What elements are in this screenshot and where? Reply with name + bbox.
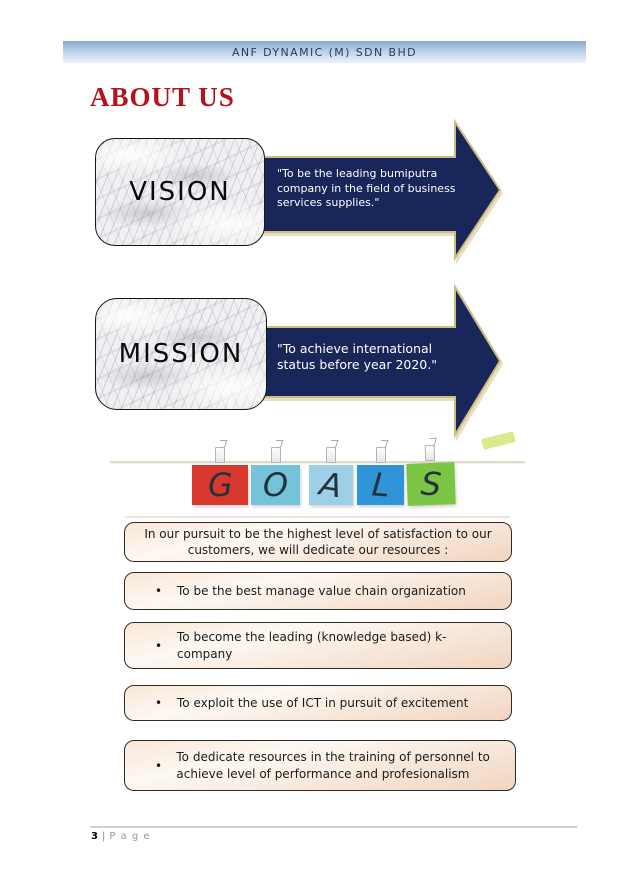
goal-item-box: [124, 740, 516, 791]
clothespin-clip-icon: [215, 447, 225, 463]
footer-separator: |: [101, 831, 106, 842]
clothespin-clip-icon: [376, 447, 386, 463]
card-corner-decoration: [481, 431, 516, 450]
goal-card-a: [309, 465, 353, 505]
clothespin-clip-icon: [271, 447, 281, 463]
bullet-icon: •: [155, 696, 163, 710]
goal-card-s: [406, 462, 455, 506]
goal-letter: G: [206, 465, 234, 505]
mission-card: [95, 298, 267, 410]
goal-item-text: To dedicate resources in the training of personnel to achieve level of performance and profesionalism: [176, 749, 490, 781]
clothespin-clip-icon: [326, 447, 336, 463]
goals-intro-box: [124, 522, 512, 562]
company-name: ANF DYNAMIC (M) SDN BHD: [231, 45, 418, 59]
goal-letter: S: [419, 464, 443, 504]
goal-item-text: To be the best manage value chain organization: [177, 583, 466, 598]
goals-intro-text: In our pursuit to be the highest level of satisfaction to our customers, we will dedicate our resources :: [144, 526, 492, 557]
goals-banner-image: [110, 432, 525, 520]
page-number: 3: [91, 831, 98, 842]
mission-statement: "To achieve international status before year 2020.": [277, 341, 437, 372]
footer: [91, 831, 151, 842]
goal-letter: L: [369, 465, 392, 505]
page-title: ABOUT US: [90, 82, 235, 112]
goal-item-box: [124, 685, 512, 721]
vision-statement: "To be the leading bumiputra company in the field of business services supplies.": [277, 167, 456, 210]
bullet-icon: •: [155, 584, 163, 598]
goal-item-text: To exploit the use of ICT in pursuit of excitement: [177, 695, 469, 710]
goal-item-text: To become the leading (knowledge based) k-company: [177, 629, 447, 661]
photo-edge-line: [125, 516, 510, 518]
vision-label: VISION: [129, 177, 231, 207]
string-line: [110, 461, 525, 463]
mission-label: MISSION: [118, 339, 244, 369]
vision-card: [95, 138, 265, 246]
goal-letter: O: [262, 466, 289, 504]
goal-card-l: [357, 465, 404, 505]
goal-card-g: [192, 465, 248, 505]
page-label: P a g e: [109, 831, 151, 842]
goal-letter: A: [317, 464, 345, 506]
footer-divider: [90, 826, 577, 828]
goal-card-o: [251, 465, 300, 505]
header-band: [63, 41, 586, 63]
goal-item-box: [124, 622, 512, 669]
clothespin-clip-icon: [425, 445, 436, 461]
bullet-icon: •: [155, 758, 163, 773]
goal-item-box: [124, 572, 512, 610]
bullet-icon: •: [155, 638, 163, 653]
